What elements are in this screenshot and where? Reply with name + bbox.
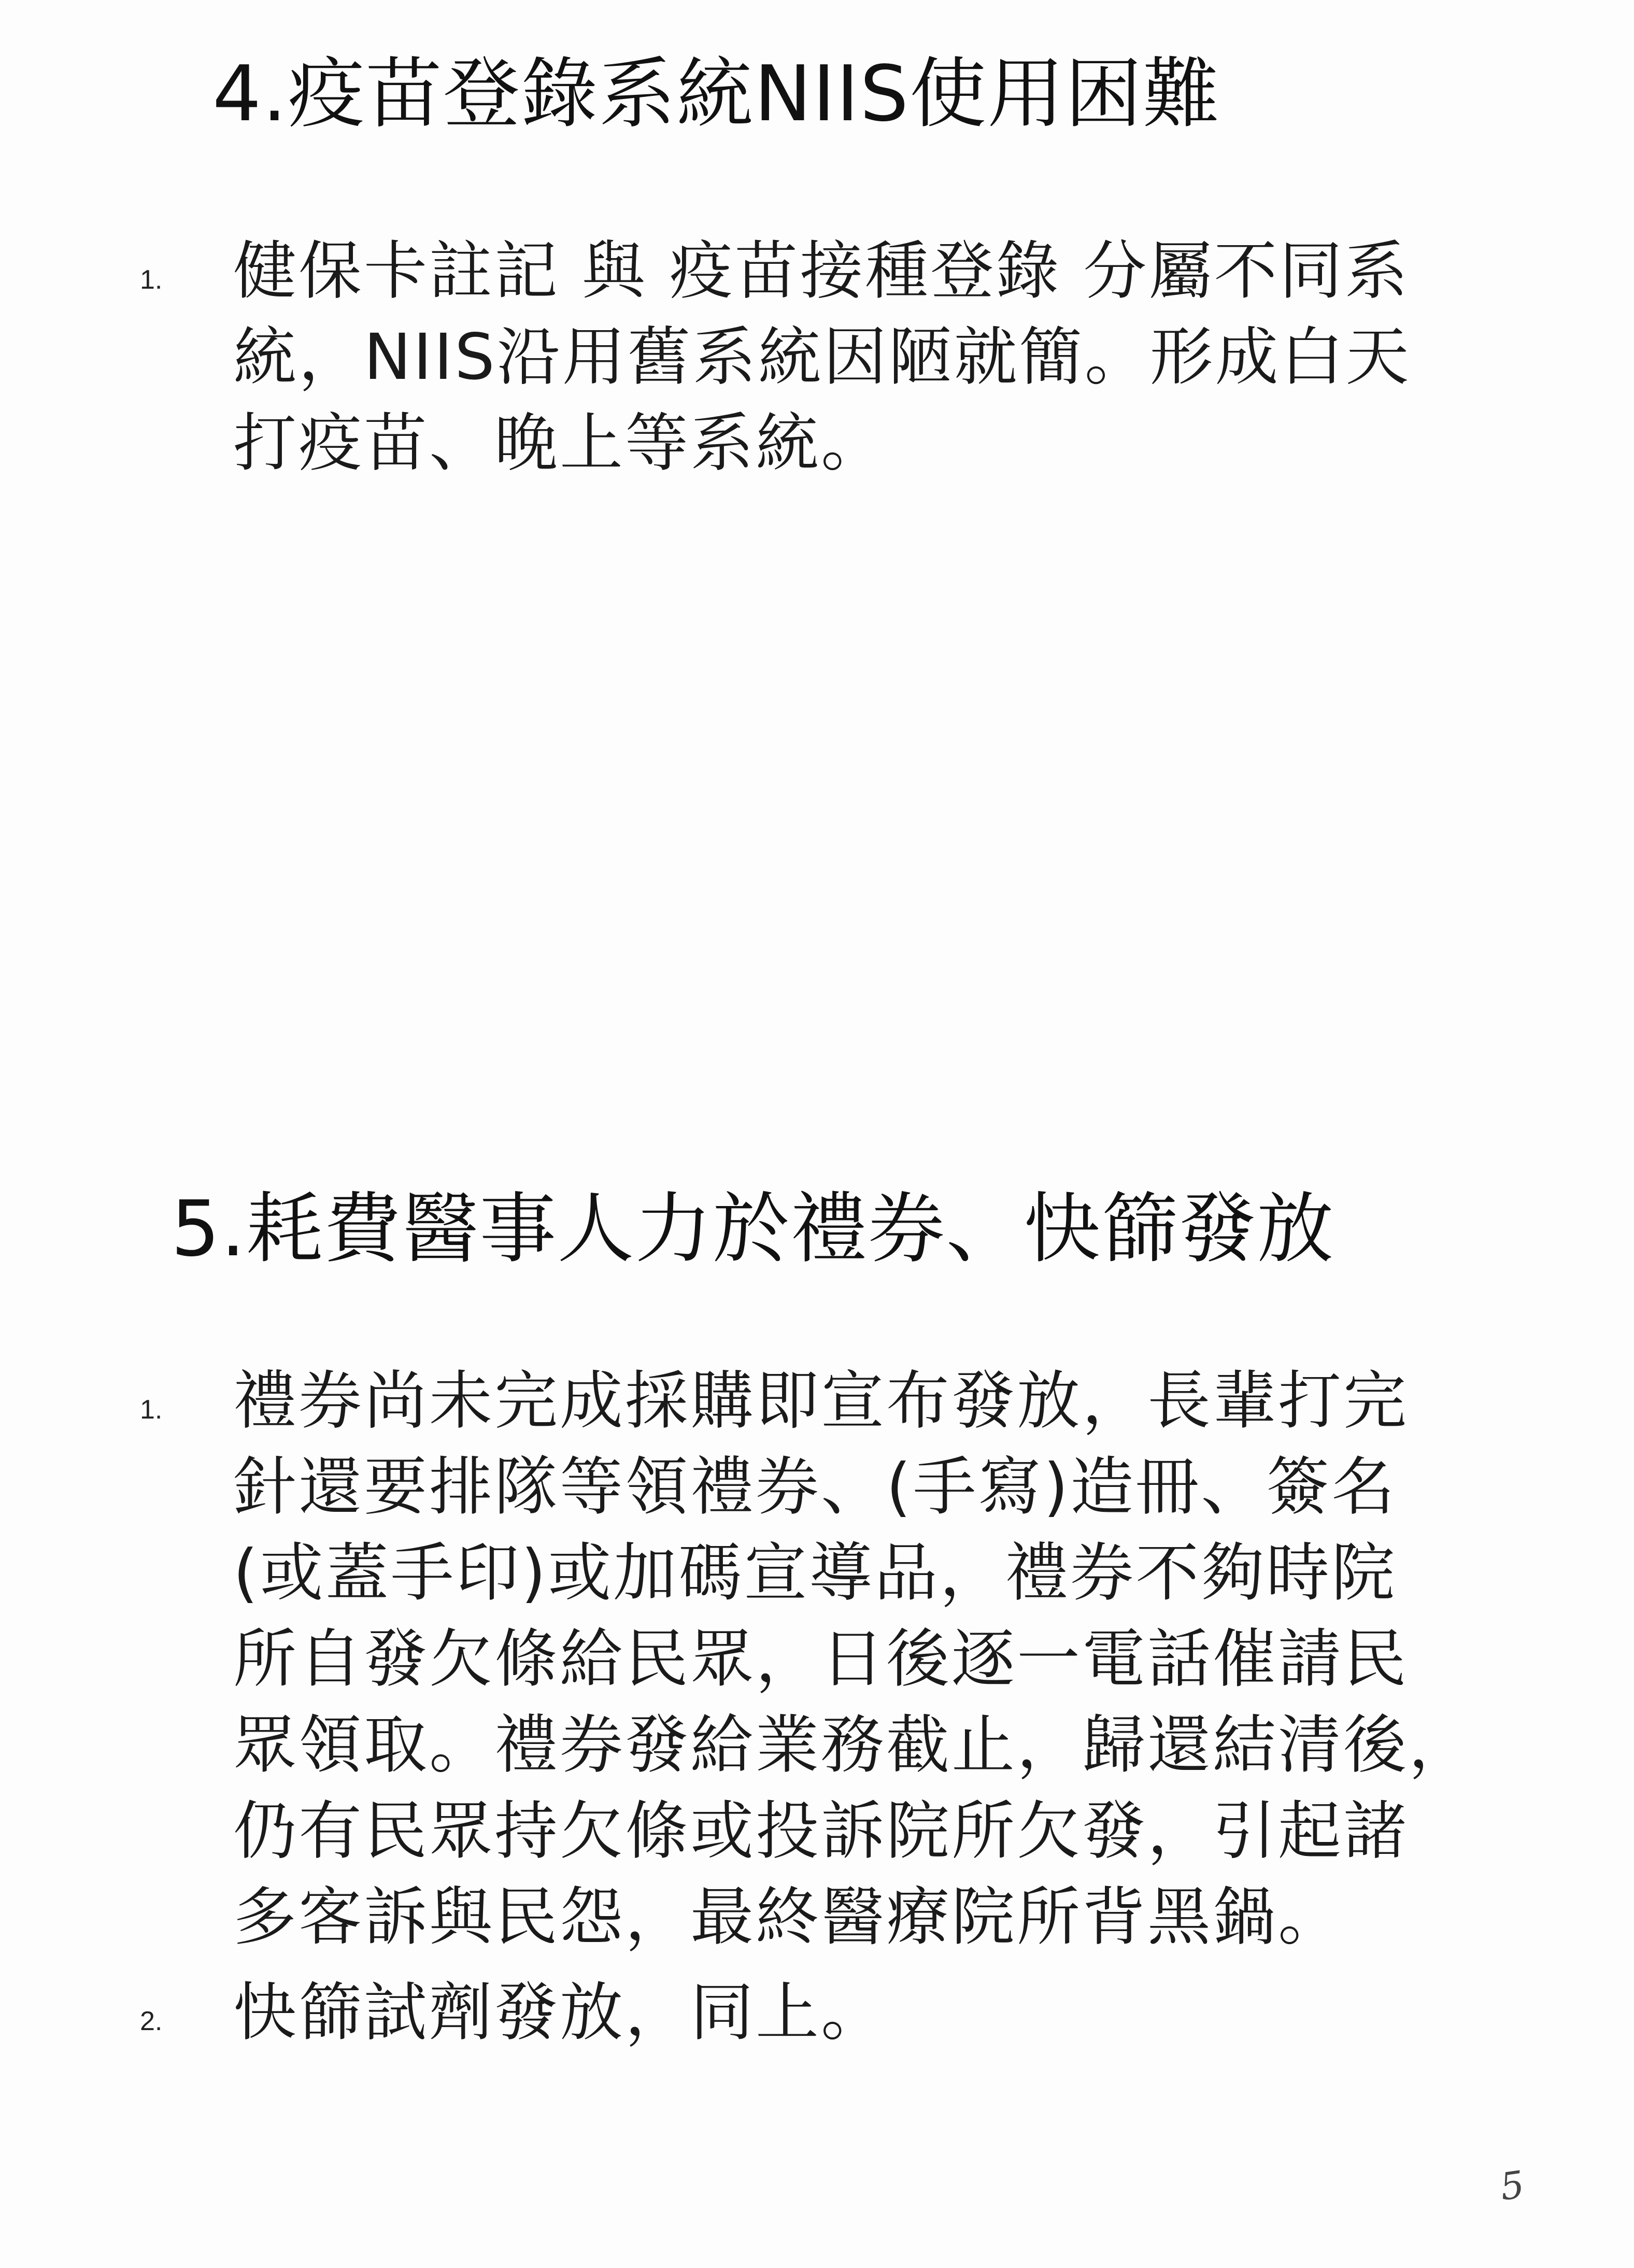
text-line: 所自發欠條給民眾，日後逐一電話催請民: [233, 1622, 1409, 1696]
list-item-number: 2.: [140, 2006, 163, 2036]
text-line: 仍有民眾持欠條或投訴院所欠發，引起諸: [233, 1794, 1409, 1868]
list-item-number: 1.: [140, 265, 163, 295]
list-item-text: [233, 1358, 1474, 1960]
handwritten-page-number: 5: [1497, 2162, 1527, 2209]
text-line: 打疫苗、晚上等系統。: [233, 406, 886, 480]
text-line: 快篩試劑發放，同上。: [233, 1976, 886, 2049]
list-item-text: [233, 1969, 886, 2056]
list-item-number: 1.: [140, 1395, 163, 1425]
text-line: 健保卡註記 與 疫苗接種登錄 分屬不同系: [233, 234, 1410, 308]
section-5-heading: 5.耗費醫事人力於禮券、快篩發放: [171, 1184, 1335, 1273]
section-4-heading: 4.疫苗登錄系統NIIS使用困難: [212, 49, 1221, 138]
text-line: (或蓋手印)或加碼宣導品，禮券不夠時院: [233, 1536, 1397, 1610]
text-line: 統，NIIS沿用舊系統因陋就簡。形成白天: [233, 320, 1411, 394]
list-item-text: [233, 228, 1411, 486]
text-line: 禮券尚未完成採購即宣布發放，長輩打完: [233, 1364, 1409, 1438]
text-line: 多客訴與民怨，最終醫療院所背黑鍋。: [233, 1880, 1343, 1954]
text-line: 針還要排隊等領禮券、(手寫)造冊、簽名: [233, 1450, 1397, 1524]
text-line: 眾領取。禮券發給業務截止，歸還結清後，: [233, 1708, 1474, 1782]
